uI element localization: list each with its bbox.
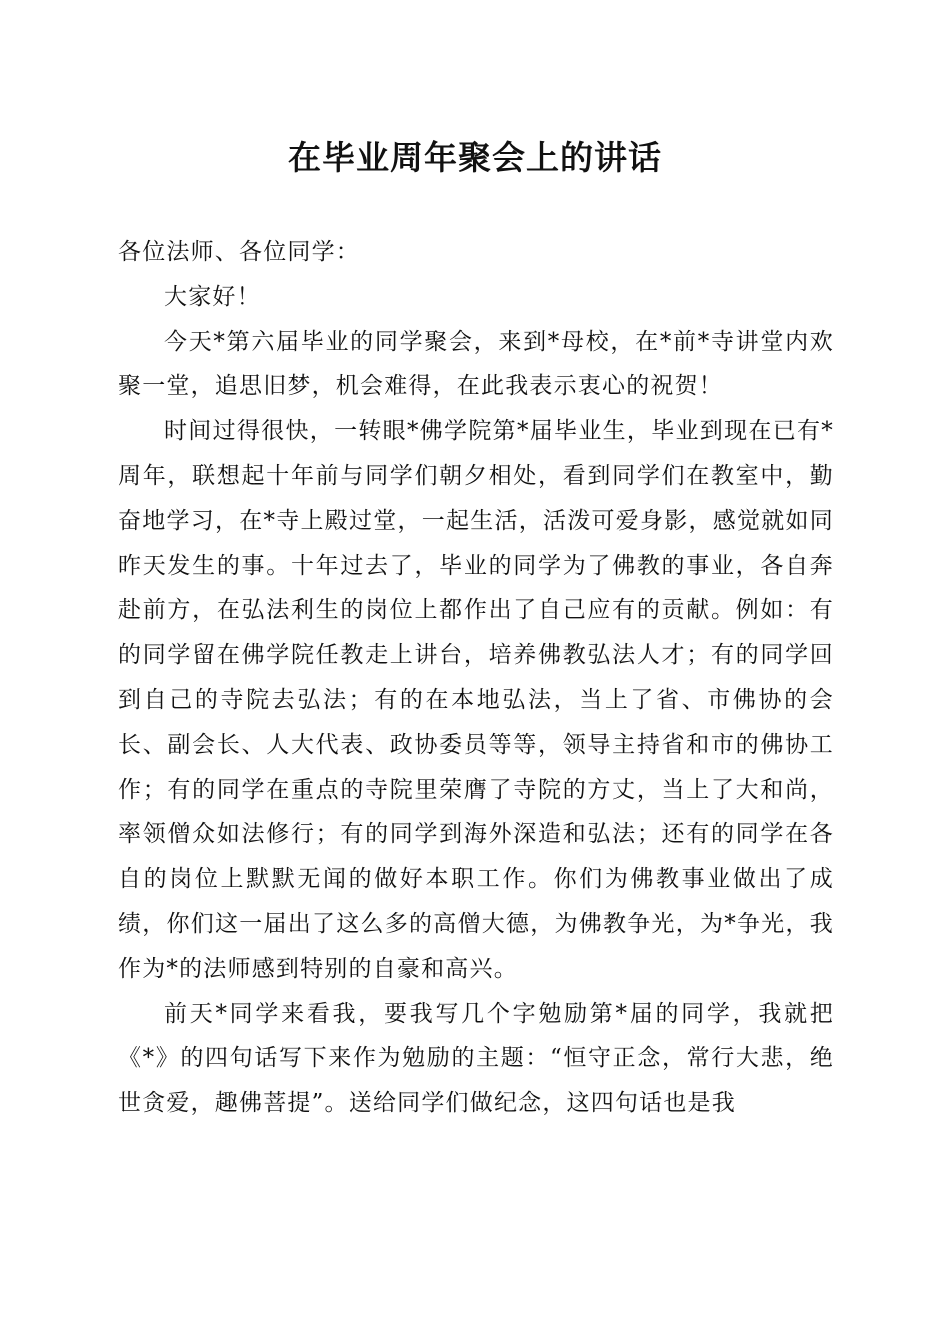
paragraph-encouragement: 前天*同学来看我，要我写几个字勉励第*届的同学，我就把《*》的四句话写下来作为勉励的主题：“恒守正念，常行大悲，绝世贪爱，趣佛菩提”。送给同学们做纪念，这四句话也是我 — [118, 1000, 834, 1117]
paragraph-memories: 时间过得很快，一转眼*佛学院第*届毕业生，毕业到现在已有*周年，联想起十年前与同学们朝夕相处，看到同学们在教室中，勤奋地学习，在*寺上殿过堂，一起生活，活泼可爱身影，感觉就如同昨天发生的事。十年过去了，毕业的同学为了佛教的事业，各自奔赴前方，在弘法利生的岗位上都作出了自己应有的贡献。例如：有的同学留在佛学院任教走上讲台，培养佛教弘法人才；有的同学回到自己的寺院去弘法；有的在本地弘法，当上了省、市佛协的会长、副会长、人大代表、政协委员等等，领导主持省和市的佛协工作；有的同学在重点的寺院里荣膺了寺院的方丈，当上了大和尚，率领僧众如法修行；有的同学到海外深造和弘法；还有的同学在各自的岗位上默默无闻的做好本职工作。你们为佛教事业做出了成绩，你们这一届出了这么多的高僧大德，为佛教争光，为*争光，我作为*的法师感到特别的自豪和高兴。 — [118, 418, 834, 982]
document-title: 在毕业周年聚会上的讲话 — [288, 138, 662, 177]
paragraph-reunion: 今天*第六届毕业的同学聚会，来到*母校，在*前*寺讲堂内欢聚一堂，追思旧梦，机会难得，在此我表示衷心的祝贺！ — [118, 328, 834, 400]
salutation: 各位法师、各位同学： — [118, 239, 360, 265]
paragraph-greeting: 大家好！ — [164, 283, 261, 310]
document-body — [118, 230, 834, 1126]
